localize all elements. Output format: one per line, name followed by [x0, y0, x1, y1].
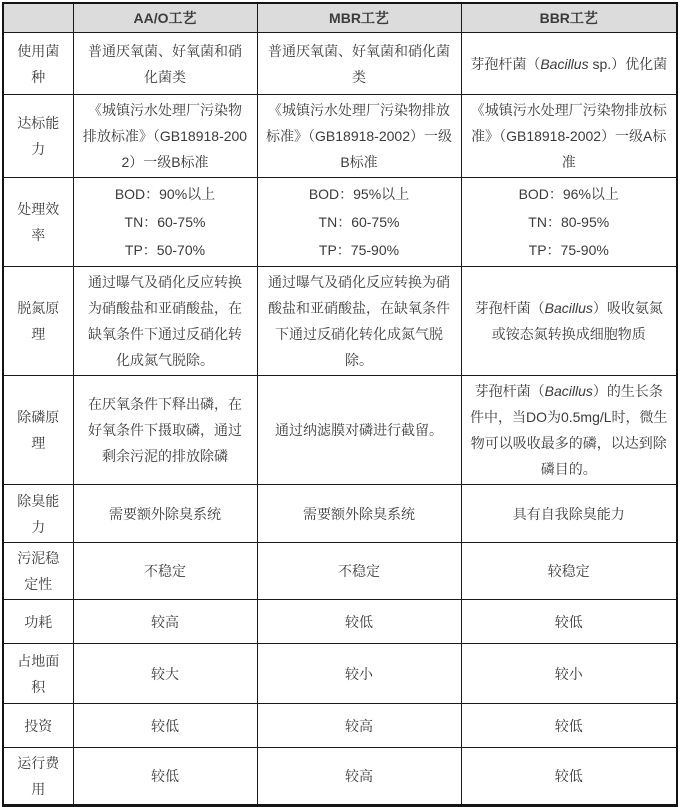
table-cell: 较高 [257, 748, 461, 806]
header-row [3, 3, 677, 33]
row-label: 使用菌种 [3, 33, 73, 95]
cell-line: TN：60-75% [124, 214, 206, 230]
table-row [3, 543, 677, 600]
process-comparison-table-wrap [2, 2, 677, 807]
table-cell: 《城镇污水处理厂污染物排放标准》（GB18918-2002）一级B标准 [257, 95, 461, 178]
table-cell: 较低 [73, 748, 257, 806]
row-label: 脱氮原理 [3, 267, 73, 376]
cell-line: TP：75-90% [528, 242, 609, 258]
table-row [3, 95, 677, 178]
cell-line: BOD：90%以上 [114, 186, 216, 202]
table-cell: 通过曝气及硝化反应转换为硝酸盐和亚硝酸盐，在缺氧条件下通过反硝化转化成氮气脱除。 [73, 267, 257, 376]
table-row [3, 376, 677, 485]
cell-line: BOD：95%以上 [308, 186, 410, 202]
row-label: 功耗 [3, 600, 73, 644]
table-cell: 芽孢杆菌（Bacillus）的生长条件中，当DO为0.5mg/L时，微生物可以吸收最多的磷，以达到除磷目的。 [461, 376, 677, 485]
row-label: 运行费用 [3, 748, 73, 806]
table-body [3, 33, 677, 806]
table-cell: 普通厌氧菌、好氧菌和硝化菌类 [257, 33, 461, 95]
table-cell: 不稳定 [257, 543, 461, 600]
table-cell: 较小 [257, 644, 461, 704]
corner-cell [3, 3, 73, 33]
table-cell: 较低 [461, 704, 677, 748]
table-cell: 不稳定 [73, 543, 257, 600]
table-cell: 《城镇污水处理厂污染物排放标准》（GB18918-2002）一级A标准 [461, 95, 677, 178]
cell-line: TP：50-70% [124, 242, 206, 258]
table-header [3, 3, 677, 33]
cell-line: TN：80-95% [528, 214, 610, 230]
row-label: 投资 [3, 704, 73, 748]
table-cell: 需要额外除臭系统 [73, 485, 257, 543]
row-label: 除臭能力 [3, 485, 73, 543]
column-header-bbr: BBR工艺 [461, 3, 677, 33]
table-cell: 较低 [73, 704, 257, 748]
cell-line: TN：60-75% [318, 214, 400, 230]
row-label: 处理效率 [3, 178, 73, 267]
process-comparison-table [2, 2, 678, 807]
table-cell: 通过纳滤膜对磷进行截留。 [257, 376, 461, 485]
row-label: 污泥稳定性 [3, 543, 73, 600]
table-row [3, 267, 677, 376]
table-row [3, 704, 677, 748]
column-header-mbr: MBR工艺 [257, 3, 461, 33]
row-label: 占地面积 [3, 644, 73, 704]
table-cell: 芽孢杆菌（Bacillus sp.）优化菌 [461, 33, 677, 95]
table-cell: 芽孢杆菌（Bacillus）吸收氨氮或铵态氮转换成细胞物质 [461, 267, 677, 376]
table-cell: 较稳定 [461, 543, 677, 600]
table-row [3, 485, 677, 543]
table-row [3, 178, 677, 267]
cell-line: BOD：96%以上 [518, 186, 619, 202]
table-cell: 较低 [461, 748, 677, 806]
table-row [3, 600, 677, 644]
table-cell: 较低 [461, 600, 677, 644]
row-label: 达标能力 [3, 95, 73, 178]
cell-line: TP：75-90% [318, 242, 400, 258]
table-cell: 较高 [257, 704, 461, 748]
table-cell: 在厌氧条件下释出磷，在好氧条件下摄取磷，通过剩余污泥的排放除磷 [73, 376, 257, 485]
table-cell: 较大 [73, 644, 257, 704]
table-row [3, 644, 677, 704]
table-cell [73, 178, 257, 267]
table-cell: 较小 [461, 644, 677, 704]
column-header-aao: AA/O工艺 [73, 3, 257, 33]
table-cell: 较高 [73, 600, 257, 644]
table-cell: 较低 [257, 600, 461, 644]
table-row [3, 748, 677, 806]
row-label: 除磷原理 [3, 376, 73, 485]
table-cell [461, 178, 677, 267]
table-cell: 需要额外除臭系统 [257, 485, 461, 543]
table-cell: 普通厌氧菌、好氧菌和硝化菌类 [73, 33, 257, 95]
table-cell [257, 178, 461, 267]
table-cell: 通过曝气及硝化反应转换为硝酸盐和亚硝酸盐，在缺氧条件下通过反硝化转化成氮气脱除。 [257, 267, 461, 376]
table-row [3, 33, 677, 95]
table-cell: 具有自我除臭能力 [461, 485, 677, 543]
table-cell: 《城镇污水处理厂污染物排放标准》（GB18918-2002）一级B标准 [73, 95, 257, 178]
